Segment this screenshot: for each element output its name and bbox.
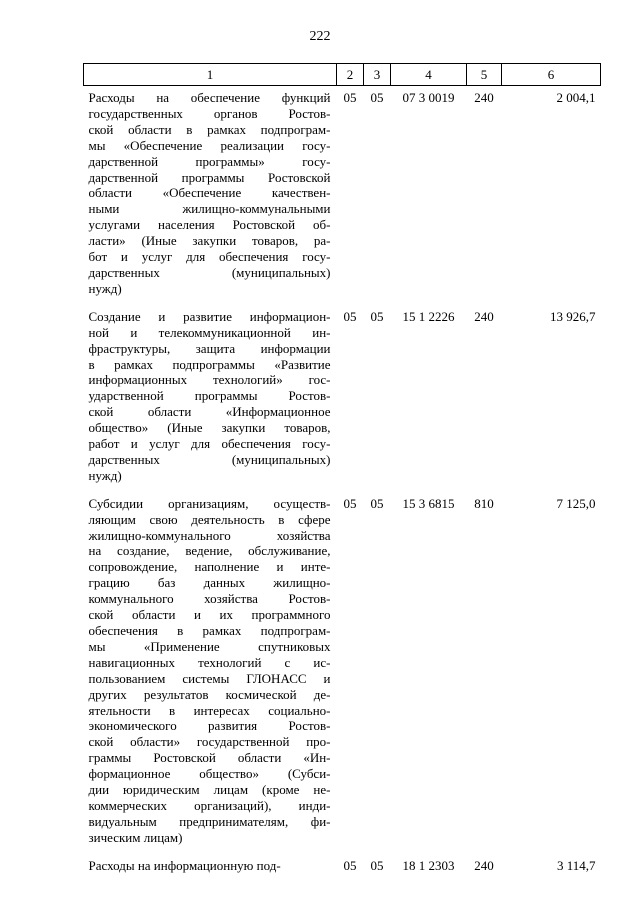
description-line: дии юридическим лицам (кроме не-	[88, 782, 331, 798]
expense-type-code: 240	[474, 90, 494, 105]
page-number: 222	[309, 29, 331, 44]
description-line: области «Обеспечение качествен-	[88, 185, 331, 201]
row-description	[84, 854, 337, 882]
description-line: формационное общество» (Субси-	[88, 766, 331, 782]
description-line: граммы Ростовской области «Ин-	[88, 750, 331, 766]
description-line: ударственной программы Ростов-	[88, 388, 331, 404]
table-header	[84, 64, 601, 86]
description-line: ляющим свою деятельность в сфере	[88, 511, 331, 527]
expense-type-code: 810	[474, 495, 494, 511]
subsection-code: 05	[370, 857, 384, 873]
table-row	[84, 86, 601, 305]
description-line: государственных органов Ростов-	[88, 105, 331, 121]
column-header: 2	[337, 64, 364, 86]
description-line: ласти» (Иные закупки товаров, ра-	[88, 233, 331, 249]
expense-type-code: 240	[474, 308, 494, 324]
description-line: информационных технологий» гос-	[88, 372, 331, 388]
amount-value: 13 926,7	[550, 308, 596, 324]
description-line: дарственной программы Ростовской	[88, 169, 331, 185]
table-row	[84, 492, 601, 854]
subsection-code: 05	[370, 90, 384, 105]
section-code: 05	[343, 90, 357, 105]
description-line: нужд)	[88, 467, 122, 483]
budget-table	[83, 63, 601, 882]
column-header: 6	[502, 64, 601, 86]
description-line: зическим лицам)	[88, 829, 183, 845]
description-line: дарственной программы» госу-	[88, 153, 331, 169]
description-line: коммерческих организаций), инди-	[88, 797, 331, 813]
description-line: коммунального хозяйства Ростов-	[88, 591, 331, 607]
description-line: ской области «Информационное	[88, 404, 331, 420]
description-line: навигационных технологий с ис-	[88, 654, 331, 670]
description-line: обеспечения в рамках подпрограм-	[88, 623, 331, 638]
description-line: фраструктуры, защита информации	[88, 340, 331, 356]
description-line: экономического развития Ростов-	[88, 718, 331, 734]
description-line: ными жилищно-коммунальными	[88, 201, 331, 217]
description-line: ской области и их программного	[88, 607, 331, 623]
table-row	[84, 854, 601, 882]
description-line: ной и телекоммуникационной ин-	[88, 324, 331, 340]
description-line: жилищно-коммунального хозяйства	[88, 527, 331, 543]
description-line: ятельности в интересах социально-	[88, 702, 331, 718]
description-line: дарственных (муниципальных)	[88, 451, 331, 467]
description-line: работ и услуг для обеспечения госу-	[88, 436, 331, 452]
description-line: грацию баз данных жилищно-	[88, 575, 331, 591]
description-line: дарственных (муниципальных)	[88, 264, 331, 280]
section-code: 05	[343, 308, 357, 324]
target-article-code: 15 1 2226	[402, 308, 455, 324]
amount-value: 2 004,1	[556, 90, 596, 105]
description-line: общество» (Иные закупки товаров,	[88, 420, 331, 436]
subsection-code: 05	[370, 308, 384, 324]
description-line: Субсидии организациям, осуществ-	[88, 495, 331, 511]
subsection-code: 05	[370, 495, 384, 511]
target-article-code: 18 1 2303	[402, 857, 455, 873]
description-line: других результатов космической де-	[88, 686, 331, 702]
table-row	[84, 305, 601, 492]
description-line: ской области в рамках подпрограм-	[88, 121, 331, 137]
amount-value: 3 114,7	[556, 857, 596, 873]
target-article-code: 15 3 6815	[402, 495, 455, 511]
description-line: на создание, ведение, обслуживание,	[88, 543, 331, 559]
description-line: видуальным предпринимателям, фи-	[88, 813, 331, 829]
table-body	[84, 86, 601, 882]
description-line: пользованием системы ГЛОНАСС и	[88, 670, 331, 686]
column-header: 4	[391, 64, 467, 86]
amount-value: 7 125,0	[556, 495, 596, 511]
section-code: 05	[343, 495, 357, 511]
description-line: услугами населения Ростовской об-	[88, 217, 331, 233]
description-line: Расходы на информационную под-	[88, 857, 281, 873]
description-line: ской области» государственной про-	[88, 734, 331, 750]
column-header: 5	[467, 64, 502, 86]
description-line: мы «Обеспечение реализации госу-	[88, 137, 331, 153]
description-line: в рамках подпрограммы «Развитие	[88, 356, 331, 372]
section-code: 05	[343, 857, 357, 873]
target-article-code: 07 3 0019	[402, 90, 455, 105]
column-header: 1	[84, 64, 337, 86]
description-line: Создание и развитие информацион-	[88, 308, 331, 324]
row-description	[84, 86, 337, 305]
description-line: нужд)	[88, 280, 122, 296]
row-description	[84, 305, 337, 492]
description-line: бот и услуг для обеспечения госу-	[88, 249, 331, 265]
description-line: сопровождение, наполнение и инте-	[88, 559, 331, 575]
column-header: 3	[364, 64, 391, 86]
row-description	[84, 492, 337, 854]
description-line: мы «Применение спутниковых	[88, 638, 331, 654]
description-line: Расходы на обеспечение функций	[88, 90, 331, 105]
expense-type-code: 240	[474, 857, 494, 873]
